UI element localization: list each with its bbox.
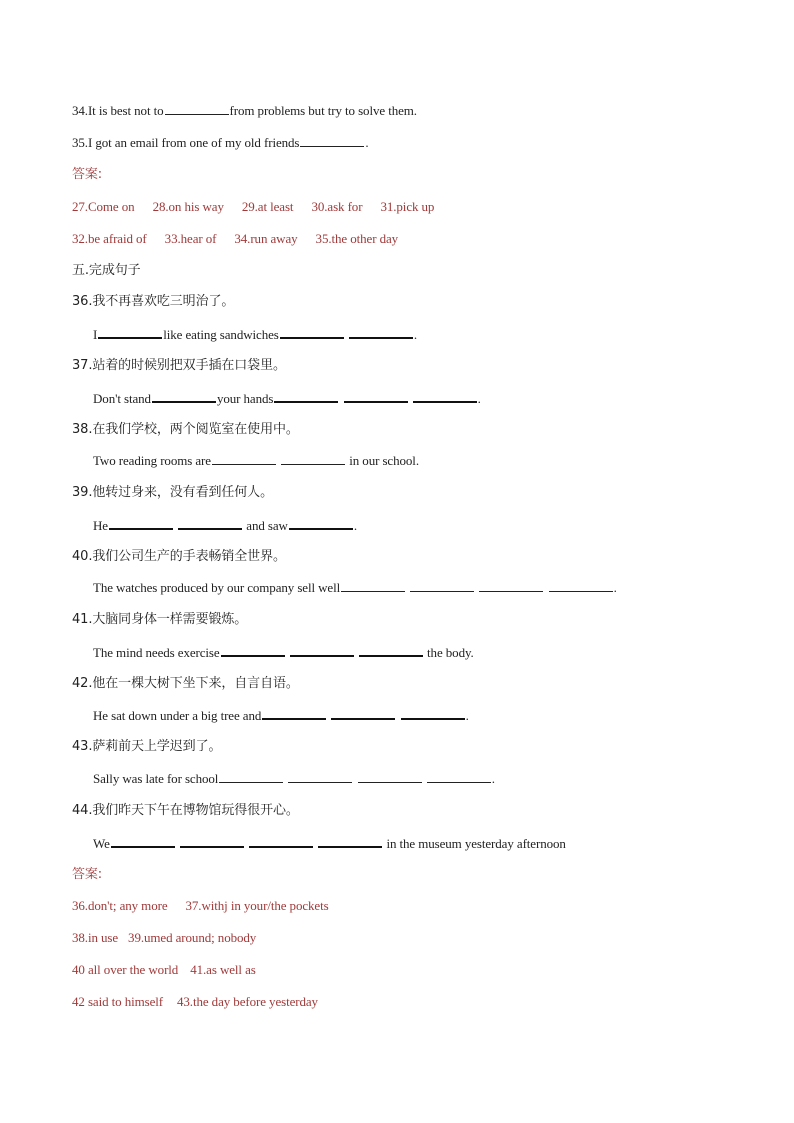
answer-item: 30.ask for [311, 199, 363, 214]
answer-blank [318, 834, 382, 848]
answer-blank [212, 452, 276, 465]
answer-blank [349, 325, 413, 339]
question-43-chinese: 43.萨莉前天上学迟到了。 [72, 739, 222, 754]
answer-item: 29.at least [241, 199, 294, 214]
question-42-english [93, 706, 469, 725]
sentence-fragment: The watches produced by our company sell well [93, 580, 341, 595]
question-38-english [93, 452, 419, 470]
sentence-fragment: in our school. [349, 453, 419, 468]
sentence-fragment: the body. [427, 645, 474, 660]
sentence-fragment: I [93, 327, 98, 342]
answer-row-1 [72, 198, 434, 216]
question-34 [72, 102, 417, 120]
question-43-english [93, 770, 495, 788]
answer-blank [109, 516, 173, 530]
answer-label: 答案: [72, 867, 103, 882]
sentence-fragment: and saw [246, 518, 288, 533]
answer-item: 34.run away [234, 231, 298, 246]
answer-item: 40 all over the world [72, 962, 179, 977]
answer-blank [427, 770, 491, 783]
sentence-fragment: . [353, 518, 357, 533]
sentence-fragment: Don't stand [93, 391, 151, 406]
answer-blank [413, 389, 477, 403]
answer-blank [341, 579, 405, 592]
sentence-fragment: He [93, 518, 108, 533]
question-38-chinese: 38.在我们学校，两个阅览室在使用中。 [72, 422, 299, 437]
answer-item: 43.the day before yesterday [177, 994, 318, 1009]
answer-row-3 [72, 897, 329, 915]
answer-blank [249, 834, 313, 848]
answer-blank [152, 389, 216, 403]
q35-text-after: . [365, 135, 369, 150]
answer-blank [280, 325, 344, 339]
answer-item: 41.as well as [190, 962, 256, 977]
answer-item: 37.withj in your/the pockets [185, 898, 329, 913]
answer-blank [281, 452, 345, 465]
sentence-fragment: He sat down under a big tree and [93, 708, 262, 723]
answer-row-2 [72, 230, 398, 248]
question-41-chinese: 41.大脑同身体一样需要锻炼。 [72, 612, 248, 627]
sentence-fragment: . [491, 771, 495, 786]
answer-blank [274, 389, 338, 403]
answer-item: 39.umed around; nobody [128, 930, 257, 945]
answer-blank [98, 325, 162, 339]
question-40-chinese: 40.我们公司生产的手表畅销全世界。 [72, 549, 286, 564]
answer-item: 27.Come on [72, 199, 135, 214]
question-39-chinese: 39.他转过身来，没有看到任何人。 [72, 485, 273, 500]
answer-blank [401, 706, 465, 720]
answer-item: 38.in use [72, 930, 119, 945]
section-title: 五.完成句子 [72, 263, 141, 278]
answer-item: 36.don't; any more [72, 898, 168, 913]
answer-blank [221, 643, 285, 657]
sentence-fragment: . [413, 327, 418, 342]
q34-text-before: 34.It is best not to [72, 103, 164, 118]
sentence-fragment: like eating sandwiches [163, 327, 279, 342]
sentence-fragment: . [465, 708, 469, 723]
answer-item: 33.hear of [164, 231, 217, 246]
answer-blank [180, 834, 244, 848]
question-41-english [93, 643, 474, 662]
answer-blank [165, 102, 229, 115]
q34-text-after: from problems but try to solve them. [229, 103, 417, 118]
answer-blank [288, 770, 352, 783]
question-36-english [93, 325, 417, 344]
answer-blank [410, 579, 474, 592]
answer-blank [262, 706, 326, 720]
question-37-english [93, 389, 481, 408]
answer-blank [331, 706, 395, 720]
answer-blank [219, 770, 283, 783]
answer-blank [358, 770, 422, 783]
answer-blank [549, 579, 613, 592]
answer-row-6 [72, 993, 318, 1011]
answer-row-4 [72, 929, 256, 947]
answer-row-5 [72, 961, 256, 979]
question-36-chinese: 36.我不再喜欢吃三明治了。 [72, 294, 235, 309]
sentence-fragment: Sally was late for school [93, 771, 219, 786]
sentence-fragment: . [477, 391, 481, 406]
answer-blank [300, 134, 364, 147]
question-44-english [93, 834, 566, 853]
answer-blank [359, 643, 423, 657]
answer-item: 28.on his way [152, 199, 224, 214]
answer-blank [344, 389, 408, 403]
answer-blank [290, 643, 354, 657]
answer-item: 31.pick up [380, 199, 435, 214]
question-44-chinese: 44.我们昨天下午在博物馆玩得很开心。 [72, 803, 299, 818]
sentence-fragment: Two reading rooms are [93, 453, 211, 468]
answer-item: 35.the other day [315, 231, 399, 246]
answer-item: 42 said to himself [72, 994, 163, 1009]
answer-blank [111, 834, 175, 848]
question-40-english [93, 579, 617, 597]
question-42-chinese: 42.他在一棵大树下坐下来，自言自语。 [72, 676, 299, 691]
answer-blank [178, 516, 242, 530]
question-35 [72, 134, 369, 152]
answer-item: 32.be afraid of [72, 231, 147, 246]
sentence-fragment: in the museum yesterday afternoon [386, 836, 566, 851]
answer-blank [289, 516, 353, 530]
answer-blank [479, 579, 543, 592]
sentence-fragment: We [93, 836, 110, 851]
sentence-fragment: The mind needs exercise [93, 645, 220, 660]
q35-text-before: 35.I got an email from one of my old friends [72, 135, 300, 150]
question-39-english [93, 516, 357, 535]
sentence-fragment: your hands [216, 391, 274, 406]
answer-label: 答案: [72, 167, 103, 182]
question-37-chinese: 37.站着的时候别把双手插在口袋里。 [72, 358, 286, 373]
sentence-fragment: . [613, 580, 617, 595]
